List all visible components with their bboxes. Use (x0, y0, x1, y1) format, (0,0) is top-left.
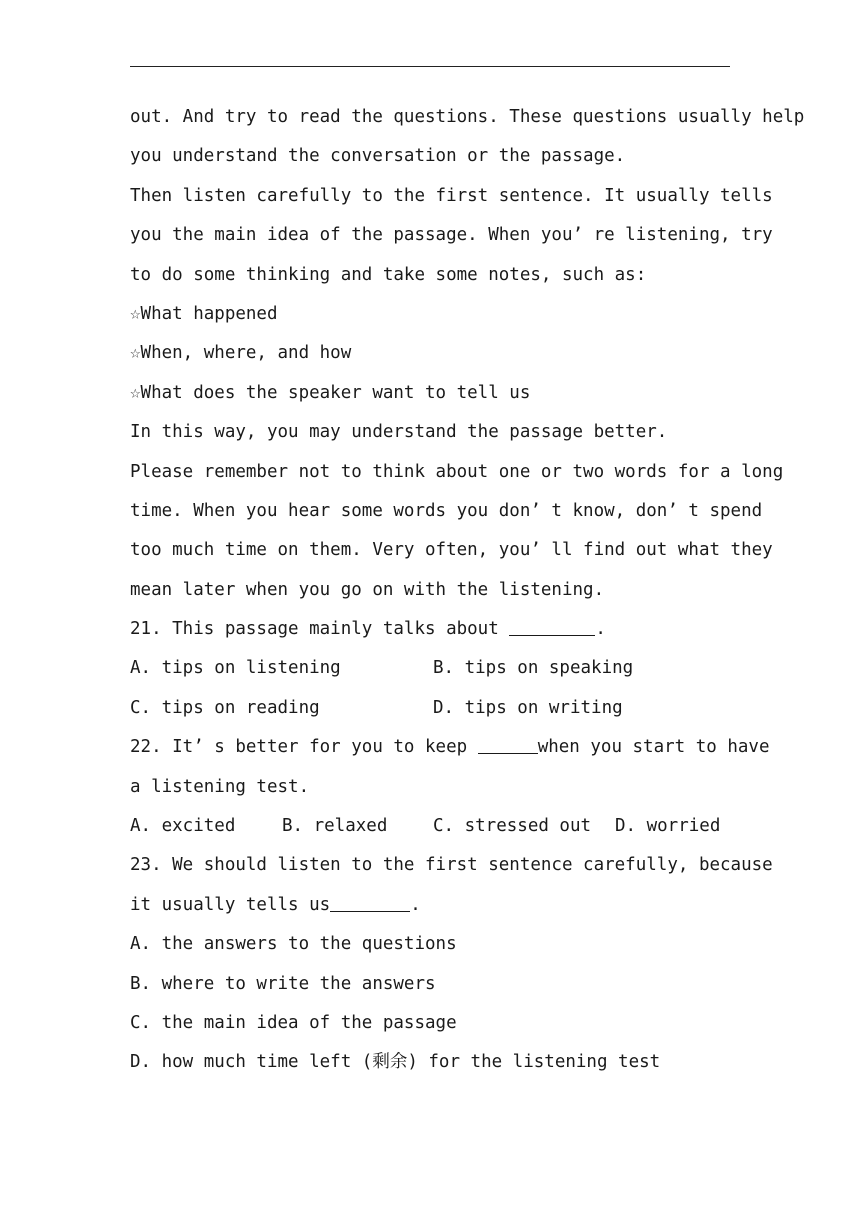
option-d: D. how much time left (剩余) for the listening test (130, 1052, 661, 1073)
question-23-text: it usually tells us (130, 894, 331, 915)
passage-line: In this way, you may understand the passage better. (130, 422, 668, 443)
question-22-options-row (130, 807, 730, 846)
question-21-text: 21. This passage mainly talks about (130, 619, 499, 640)
question-23-tail: . (410, 894, 421, 915)
option-a: A. tips on listening (130, 658, 341, 679)
option-d: D. tips on writing (433, 697, 623, 718)
passage-line: Then listen carefully to the first sentence. It usually tells (130, 185, 773, 206)
question-23-line2 (130, 886, 730, 925)
note-bullet-line: ☆When, where, and how (130, 343, 352, 364)
option-d: D. worried (615, 816, 721, 837)
question-21-stem (130, 610, 730, 649)
question-21-options-row (130, 649, 730, 688)
passage-line: time. When you hear some words you don’ t know, don’ t spend (130, 500, 763, 521)
passage-line: mean later when you go on with the listening. (130, 579, 605, 600)
answer-blank (509, 618, 595, 637)
option-c: C. the main idea of the passage (130, 1012, 457, 1033)
passage-line: you understand the conversation or the passage. (130, 146, 626, 167)
note-bullet-line: ☆What happened (130, 303, 278, 324)
question-22-stem (130, 728, 770, 767)
question-21-tail: . (595, 619, 606, 640)
passage-line: to do some thinking and take some notes, such as: (130, 264, 647, 285)
question-22-after-blank: when you start to have (537, 737, 770, 758)
option-c: C. tips on reading (130, 697, 320, 718)
option-b: B. relaxed (282, 816, 388, 837)
option-a: A. the answers to the questions (130, 934, 457, 955)
passage-line: out. And try to read the questions. These questions usually help (130, 107, 805, 127)
note-bullet-line: ☆What does the speaker want to tell us (130, 382, 531, 403)
passage-line: too much time on them. Very often, you’ ll find out what they (130, 540, 773, 561)
answer-blank (330, 893, 410, 912)
option-c: C. stressed out (433, 816, 592, 837)
passage-line: Please remember not to think about one or two words for a long (130, 461, 784, 482)
question-22-text: 22. It’ s better for you to keep (130, 737, 468, 758)
document-body (130, 98, 805, 1083)
question-21-options-row (130, 689, 730, 728)
question-22-line2: a listening test. (130, 776, 310, 797)
option-b: B. tips on speaking (433, 658, 634, 679)
option-a: A. excited (130, 816, 236, 837)
option-b: B. where to write the answers (130, 973, 436, 994)
header-rule (130, 66, 730, 67)
question-23-stem: 23. We should listen to the first sentence carefully, because (130, 855, 773, 876)
passage-line: you the main idea of the passage. When you’ re listening, try (130, 225, 773, 246)
answer-blank (478, 736, 538, 755)
